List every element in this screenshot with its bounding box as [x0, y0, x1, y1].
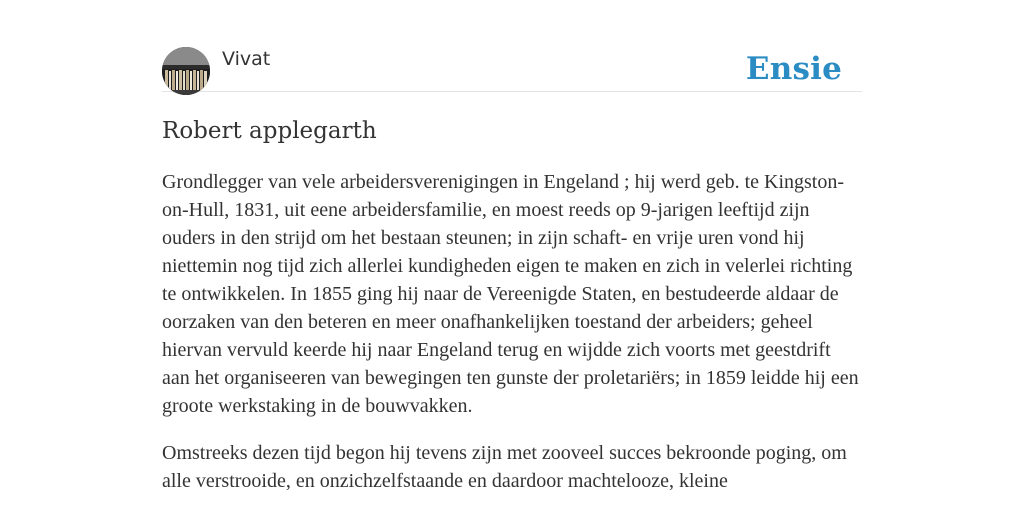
article-title: Robert applegarth: [162, 118, 377, 144]
author-name-link[interactable]: Vivat: [222, 48, 271, 70]
article-body: [162, 168, 862, 512]
article-paragraph: Omstreeks dezen tijd begon hij tevens zijn met zooveel succes bekroonde poging, om alle verstrooide, en onzichzelfstaande en daardoor machtelooze, kleine: [162, 442, 847, 492]
brand-logo-link[interactable]: Ensie: [745, 51, 842, 87]
bookshelf-avatar-icon: [162, 47, 210, 95]
article-paragraph: Grondlegger van vele arbeidersverenigingen in Engeland ; hij werd geb. te Kingston-on-Hull, 1831, uit eene arbeidersfamilie, en moest reeds op 9-jarigen leeftijd zijn ouders in den strijd om het bestaan steunen; in zijn schaft- en vrije uren vond hij niettemin nog tijd zich allerlei kundigheden eigen te maken en zich in velerlei richting te ontwikkelen. In 1855 ging hij naar de Vereenigde Staten, en bestudeerde aldaar de oorzaken van den beteren en meer onafhankelijken toestand der arbeiders; geheel hiervan vervuld keerde hij naar Engeland terug en wijdde zich voorts met geestdrift aan het organiseeren van bewegingen ten gunste der proletariërs; in 1859 leidde hij een groote werkstaking in de bouwvakken.: [162, 171, 859, 417]
header: [162, 44, 862, 92]
author-avatar[interactable]: [162, 47, 210, 95]
